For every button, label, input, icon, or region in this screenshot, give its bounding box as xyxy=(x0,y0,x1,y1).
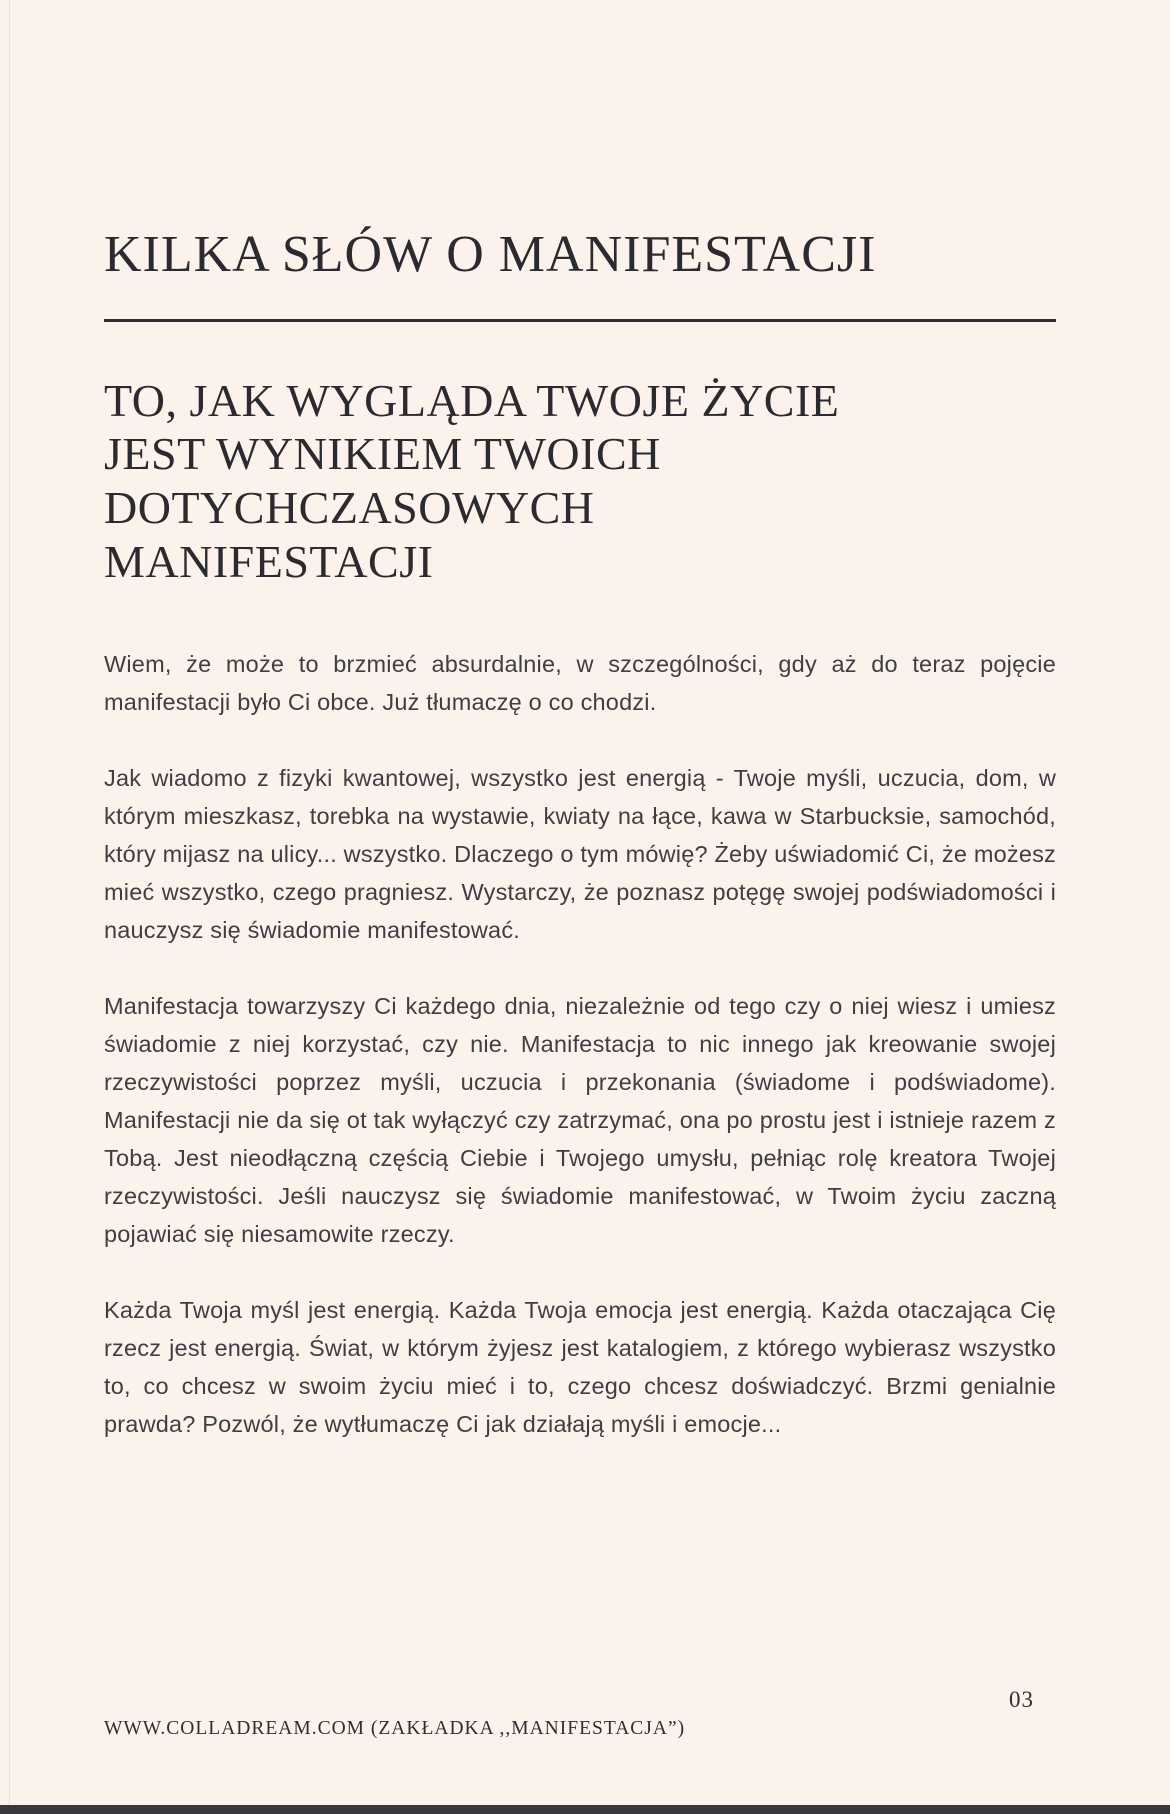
subtitle-line-1: TO, JAK WYGLĄDA TWOJE ŻYCIE xyxy=(104,374,840,426)
body-copy xyxy=(104,645,1056,1443)
page-number: 03 xyxy=(1009,1687,1034,1712)
paragraph-energy-catalog: Każda Twoja myśl jest energią. Każda Twoja emocja jest energią. Każda otaczająca Cię rzecz jest energią. Świat, w którym żyjesz jest katalogiem, z którego wybierasz wszystko to, co chcesz w swoim życiu mieć i to, czego chcesz doświadczyć. Brzmi genialnie prawda? Pozwól, że wytłumaczę Ci jak działają myśli i emocje... xyxy=(104,1296,1056,1437)
paragraph-manifestation-daily: Manifestacja towarzyszy Ci każdego dnia, niezależnie od tego czy o niej wiesz i umiesz świadomie z niej korzystać, czy nie. Manifestacja to nic innego jak kreowanie swojej rzeczywistości poprzez myśli, uczucia i przekonania (świadome i podświadome). Manifestacji nie da się ot tak wyłączyć czy zatrzymać, ona po prostu jest i istnieje razem z Tobą. Jest nieodłączną częścią Ciebie i Twojego umysłu, pełniąc rolę kreatora Twojej rzeczywistości. Jeśli nauczysz się świadomie manifestować, w Twoim życiu zaczną pojawiać się niesamowite rzeczy. xyxy=(104,992,1056,1247)
paragraph-quantum-energy: Jak wiadomo z fizyki kwantowej, wszystko jest energią - Twoje myśli, uczucia, dom, w którym mieszkasz, torebka na wystawie, kwiaty na łące, kawa w Starbucksie, samochód, który mijasz na ulicy... wszystko. Dlaczego o tym mówię? Żeby uświadomić Ci, że możesz mieć wszystko, czego pragniesz. Wystarczy, że poznasz potęgę swojej podświadomości i nauczysz się świadomie manifestować. xyxy=(104,764,1056,943)
title-divider xyxy=(104,319,1056,322)
paragraph-intro: Wiem, że może to brzmieć absurdalnie, w szczególności, gdy aż do teraz pojęcie manifestacji było Ci obce. Już tłumaczę o co chodzi. xyxy=(104,650,1056,715)
footer-website: WWW.COLLADREAM.COM (ZAKŁADKA ,,MANIFESTACJA”) xyxy=(104,1718,686,1739)
page-subtitle xyxy=(104,374,1056,589)
subtitle-line-3: DOTYCHCZASOWYCH xyxy=(104,482,595,534)
page-title: KILKA SŁÓW O MANIFESTACJI xyxy=(104,226,877,283)
subtitle-line-4: MANIFESTACJI xyxy=(104,536,434,588)
bottom-edge-bar xyxy=(0,1805,1170,1814)
page-footer xyxy=(104,1687,1056,1740)
subtitle-line-2: JEST WYNIKIEM TWOICH xyxy=(104,428,661,480)
